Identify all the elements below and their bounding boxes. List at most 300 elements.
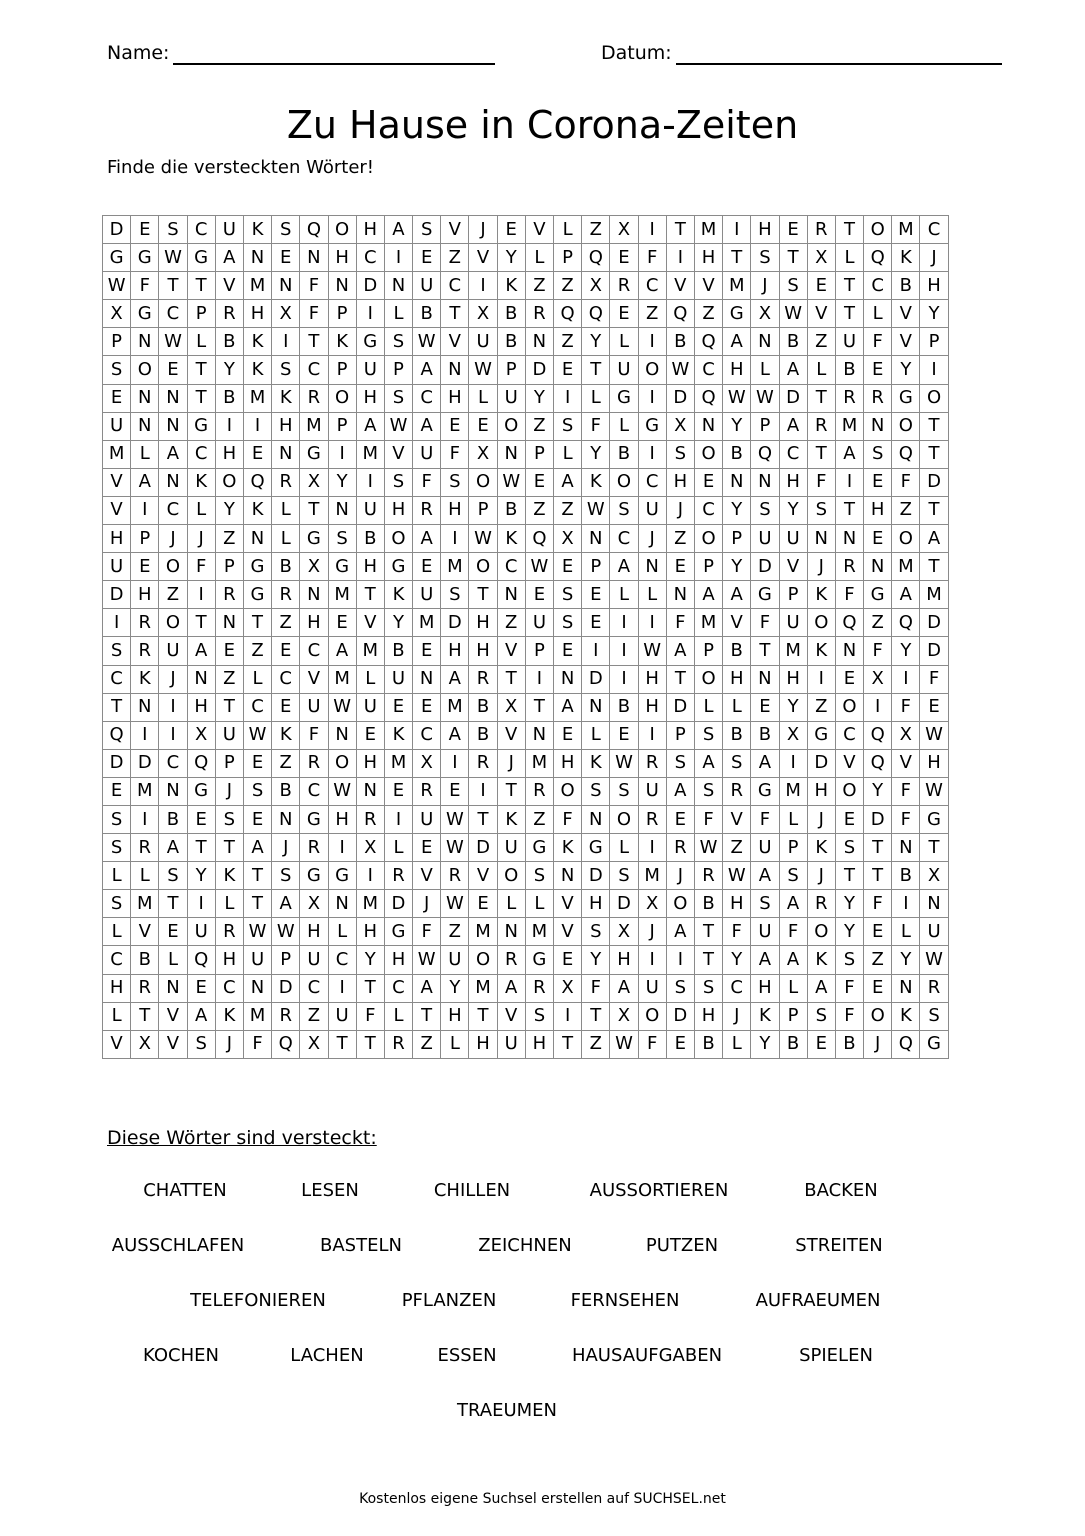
grid-cell: L — [384, 1002, 412, 1030]
grid-cell: R — [920, 974, 948, 1002]
grid-cell: I — [554, 384, 582, 412]
grid-cell: R — [131, 609, 159, 637]
grid-cell: N — [131, 384, 159, 412]
grid-cell: E — [131, 216, 159, 244]
word-list-item: BACKEN — [804, 1180, 878, 1201]
grid-cell: V — [159, 1002, 187, 1030]
grid-cell: R — [272, 581, 300, 609]
grid-cell: F — [413, 468, 441, 496]
grid-cell: H — [807, 777, 835, 805]
grid-cell: I — [103, 609, 131, 637]
grid-cell: Z — [413, 1030, 441, 1058]
grid-cell: N — [272, 272, 300, 300]
grid-cell: S — [610, 496, 638, 524]
grid-cell: E — [328, 609, 356, 637]
grid-cell: Z — [554, 272, 582, 300]
grid-cell: P — [723, 525, 751, 553]
grid-cell: B — [892, 862, 920, 890]
grid-cell: V — [384, 440, 412, 468]
grid-cell: Z — [723, 834, 751, 862]
grid-cell: R — [272, 1002, 300, 1030]
grid-cell: E — [554, 637, 582, 665]
grid-cell: I — [328, 440, 356, 468]
grid-cell: P — [131, 525, 159, 553]
grid-cell: N — [892, 834, 920, 862]
grid-row — [103, 665, 949, 693]
grid-cell: H — [920, 749, 948, 777]
grid-cell: K — [892, 1002, 920, 1030]
grid-cell: G — [131, 244, 159, 272]
grid-cell: U — [159, 637, 187, 665]
subtitle: Finde die versteckten Wörter! — [107, 157, 375, 178]
grid-row — [103, 609, 949, 637]
grid-cell: M — [694, 216, 722, 244]
grid-cell: X — [554, 525, 582, 553]
grid-cell: S — [666, 749, 694, 777]
grid-cell: E — [469, 890, 497, 918]
grid-cell: B — [215, 328, 243, 356]
grid-cell: I — [638, 328, 666, 356]
grid-cell: M — [469, 918, 497, 946]
grid-cell: F — [413, 918, 441, 946]
grid-cell: M — [356, 637, 384, 665]
grid-cell: A — [159, 440, 187, 468]
grid-cell: H — [920, 272, 948, 300]
grid-cell: C — [694, 496, 722, 524]
grid-cell: S — [807, 1002, 835, 1030]
grid-cell: C — [694, 356, 722, 384]
grid-cell: M — [328, 581, 356, 609]
grid-cell: Z — [272, 609, 300, 637]
grid-cell: P — [328, 356, 356, 384]
grid-row — [103, 496, 949, 524]
grid-cell: S — [103, 637, 131, 665]
grid-cell: O — [864, 1002, 892, 1030]
grid-cell: X — [469, 440, 497, 468]
grid-cell: S — [103, 805, 131, 833]
grid-cell: I — [666, 244, 694, 272]
grid-cell: Z — [582, 1030, 610, 1058]
grid-cell: E — [215, 637, 243, 665]
grid-cell: M — [328, 665, 356, 693]
grid-cell: W — [779, 300, 807, 328]
grid-cell: K — [131, 665, 159, 693]
grid-cell: J — [215, 777, 243, 805]
grid-cell: A — [751, 749, 779, 777]
grid-cell: U — [300, 946, 328, 974]
grid-cell: H — [723, 890, 751, 918]
grid-cell: I — [328, 834, 356, 862]
grid-cell: Q — [272, 1030, 300, 1058]
grid-cell: M — [920, 581, 948, 609]
grid-cell: V — [131, 918, 159, 946]
grid-cell: K — [187, 468, 215, 496]
grid-cell: N — [751, 468, 779, 496]
grid-cell: W — [328, 777, 356, 805]
grid-cell: D — [384, 890, 412, 918]
grid-cell: W — [751, 384, 779, 412]
grid-cell: F — [779, 918, 807, 946]
grid-cell: V — [215, 272, 243, 300]
grid-cell: U — [215, 216, 243, 244]
grid-cell: F — [187, 553, 215, 581]
grid-cell: S — [864, 440, 892, 468]
grid-cell: Z — [272, 749, 300, 777]
grid-cell: B — [779, 328, 807, 356]
grid-cell: E — [384, 777, 412, 805]
grid-cell: U — [638, 777, 666, 805]
grid-cell: B — [694, 1030, 722, 1058]
grid-cell: A — [441, 721, 469, 749]
grid-cell: E — [582, 581, 610, 609]
grid-cell: H — [779, 665, 807, 693]
grid-cell: S — [384, 384, 412, 412]
grid-cell: N — [356, 777, 384, 805]
grid-cell: L — [582, 721, 610, 749]
grid-cell: K — [554, 834, 582, 862]
grid-cell: M — [779, 637, 807, 665]
word-list-item: TELEFONIEREN — [190, 1290, 326, 1311]
grid-cell: V — [723, 805, 751, 833]
grid-cell: A — [413, 525, 441, 553]
grid-cell: X — [892, 721, 920, 749]
grid-cell: F — [892, 468, 920, 496]
grid-cell: A — [413, 974, 441, 1002]
grid-cell: C — [300, 777, 328, 805]
grid-cell: B — [779, 1030, 807, 1058]
grid-cell: L — [243, 665, 271, 693]
grid-cell: Z — [243, 637, 271, 665]
name-field[interactable] — [107, 42, 495, 65]
grid-cell: F — [638, 1030, 666, 1058]
page-title: Zu Hause in Corona-Zeiten — [286, 103, 799, 147]
grid-cell: X — [300, 553, 328, 581]
grid-cell: O — [694, 525, 722, 553]
grid-cell: P — [215, 749, 243, 777]
grid-cell: N — [497, 581, 525, 609]
grid-cell: Q — [892, 440, 920, 468]
grid-cell: Y — [328, 468, 356, 496]
grid-cell: R — [300, 749, 328, 777]
grid-cell: C — [638, 468, 666, 496]
word-list-item: SPIELEN — [799, 1345, 873, 1366]
grid-cell: G — [920, 1030, 948, 1058]
grid-cell: T — [300, 496, 328, 524]
grid-cell: T — [779, 244, 807, 272]
grid-cell: B — [497, 496, 525, 524]
grid-cell: N — [272, 805, 300, 833]
grid-cell: Y — [582, 440, 610, 468]
grid-cell: M — [892, 553, 920, 581]
grid-cell: S — [187, 1030, 215, 1058]
grid-cell: R — [131, 834, 159, 862]
grid-cell: S — [835, 946, 863, 974]
grid-cell: Q — [666, 300, 694, 328]
grid-cell: D — [666, 384, 694, 412]
grid-cell: I — [610, 609, 638, 637]
grid-cell: L — [187, 328, 215, 356]
grid-cell: G — [187, 244, 215, 272]
grid-cell: C — [835, 721, 863, 749]
grid-cell: S — [103, 890, 131, 918]
grid-cell: J — [807, 553, 835, 581]
grid-cell: Y — [751, 1030, 779, 1058]
grid-cell: N — [920, 890, 948, 918]
grid-cell: O — [497, 862, 525, 890]
grid-cell: I — [525, 665, 553, 693]
grid-cell: I — [582, 637, 610, 665]
grid-cell: E — [835, 665, 863, 693]
grid-cell: X — [300, 468, 328, 496]
grid-cell: B — [835, 1030, 863, 1058]
grid-cell: H — [187, 693, 215, 721]
grid-cell: U — [751, 834, 779, 862]
grid-cell: N — [215, 609, 243, 637]
grid-cell: I — [131, 805, 159, 833]
grid-cell: C — [159, 496, 187, 524]
grid-cell: K — [807, 581, 835, 609]
grid-cell: B — [723, 637, 751, 665]
grid-cell: T — [835, 300, 863, 328]
grid-cell: S — [384, 328, 412, 356]
grid-cell: I — [807, 665, 835, 693]
grid-cell: O — [835, 693, 863, 721]
grid-cell: V — [441, 216, 469, 244]
grid-cell: L — [384, 300, 412, 328]
grid-cell: B — [610, 693, 638, 721]
grid-cell: P — [666, 721, 694, 749]
grid-cell: P — [525, 637, 553, 665]
grid-cell: H — [441, 384, 469, 412]
grid-cell: U — [103, 412, 131, 440]
grid-cell: C — [300, 637, 328, 665]
grid-cell: B — [384, 637, 412, 665]
grid-cell: S — [694, 974, 722, 1002]
grid-cell: X — [751, 300, 779, 328]
date-field[interactable] — [601, 42, 1002, 65]
grid-cell: Y — [779, 693, 807, 721]
grid-cell: R — [497, 946, 525, 974]
grid-cell: D — [582, 862, 610, 890]
grid-cell: R — [441, 862, 469, 890]
grid-cell: T — [187, 272, 215, 300]
grid-cell: D — [807, 749, 835, 777]
grid-cell: J — [159, 665, 187, 693]
grid-cell: Y — [723, 496, 751, 524]
grid-cell: Q — [864, 721, 892, 749]
grid-cell: R — [469, 749, 497, 777]
grid-cell: Q — [582, 300, 610, 328]
grid-cell: W — [384, 412, 412, 440]
grid-cell: S — [694, 777, 722, 805]
grid-cell: N — [131, 693, 159, 721]
grid-cell: O — [384, 525, 412, 553]
grid-cell: L — [835, 244, 863, 272]
grid-cell: B — [610, 440, 638, 468]
grid-cell: N — [582, 805, 610, 833]
grid-cell: H — [300, 609, 328, 637]
grid-cell: S — [103, 834, 131, 862]
grid-cell: D — [103, 581, 131, 609]
grid-cell: R — [723, 777, 751, 805]
grid-cell: B — [835, 356, 863, 384]
grid-cell: Q — [864, 749, 892, 777]
grid-row — [103, 525, 949, 553]
grid-cell: F — [864, 890, 892, 918]
grid-cell: A — [187, 1002, 215, 1030]
grid-cell: X — [807, 244, 835, 272]
grid-cell: W — [525, 553, 553, 581]
grid-cell: Q — [892, 609, 920, 637]
grid-cell: L — [554, 216, 582, 244]
grid-cell: H — [441, 1002, 469, 1030]
grid-cell: K — [582, 749, 610, 777]
grid-cell: K — [272, 384, 300, 412]
grid-cell: S — [441, 468, 469, 496]
grid-cell: N — [384, 272, 412, 300]
word-list-item: AUSSORTIEREN — [589, 1180, 729, 1201]
grid-cell: O — [159, 553, 187, 581]
name-line[interactable] — [173, 43, 495, 65]
grid-cell: A — [835, 440, 863, 468]
grid-cell: T — [356, 974, 384, 1002]
grid-cell: A — [666, 777, 694, 805]
grid-cell: S — [779, 272, 807, 300]
grid-cell: G — [864, 581, 892, 609]
grid-cell: V — [300, 665, 328, 693]
grid-cell: R — [666, 834, 694, 862]
grid-cell: N — [497, 918, 525, 946]
grid-cell: U — [497, 1030, 525, 1058]
grid-cell: E — [610, 721, 638, 749]
grid-row — [103, 890, 949, 918]
grid-cell: G — [300, 440, 328, 468]
grid-row — [103, 974, 949, 1002]
grid-cell: N — [864, 412, 892, 440]
grid-cell: Y — [892, 356, 920, 384]
word-search-grid — [102, 215, 949, 1059]
grid-cell: F — [131, 272, 159, 300]
grid-cell: V — [103, 496, 131, 524]
grid-cell: L — [610, 581, 638, 609]
grid-cell: H — [103, 974, 131, 1002]
grid-cell: N — [131, 328, 159, 356]
grid-cell: Q — [582, 244, 610, 272]
grid-cell: Y — [892, 637, 920, 665]
grid-cell: F — [835, 581, 863, 609]
grid-cell: H — [356, 749, 384, 777]
grid-cell: L — [807, 356, 835, 384]
grid-cell: Y — [892, 946, 920, 974]
grid-cell: I — [666, 946, 694, 974]
grid-cell: C — [413, 721, 441, 749]
grid-cell: X — [131, 1030, 159, 1058]
grid-cell: E — [103, 777, 131, 805]
grid-cell: D — [920, 637, 948, 665]
grid-cell: R — [356, 805, 384, 833]
grid-cell: I — [892, 890, 920, 918]
grid-cell: G — [920, 805, 948, 833]
grid-cell: W — [920, 721, 948, 749]
grid-cell: R — [300, 384, 328, 412]
grid-cell: I — [328, 974, 356, 1002]
grid-cell: Z — [159, 581, 187, 609]
grid-cell: E — [864, 468, 892, 496]
grid-cell: C — [441, 272, 469, 300]
grid-cell: Z — [300, 1002, 328, 1030]
grid-cell: A — [328, 637, 356, 665]
grid-cell: N — [272, 440, 300, 468]
grid-cell: S — [582, 918, 610, 946]
word-list-title: Diese Wörter sind versteckt: — [107, 1127, 377, 1149]
grid-cell: N — [638, 553, 666, 581]
grid-cell: P — [779, 834, 807, 862]
grid-cell: B — [497, 300, 525, 328]
grid-cell: H — [554, 749, 582, 777]
grid-cell: S — [243, 777, 271, 805]
grid-cell: L — [103, 862, 131, 890]
word-list-item: TRAEUMEN — [456, 1400, 558, 1421]
grid-cell: E — [525, 468, 553, 496]
grid-row — [103, 946, 949, 974]
grid-cell: Q — [694, 328, 722, 356]
grid-cell: R — [694, 862, 722, 890]
grid-cell: N — [187, 665, 215, 693]
grid-cell: N — [554, 862, 582, 890]
grid-cell: J — [666, 862, 694, 890]
grid-cell: I — [356, 862, 384, 890]
grid-cell: D — [525, 356, 553, 384]
grid-cell: S — [751, 890, 779, 918]
grid-cell: J — [638, 525, 666, 553]
grid-cell: R — [384, 862, 412, 890]
grid-cell: R — [215, 300, 243, 328]
grid-cell: H — [779, 468, 807, 496]
grid-cell: K — [892, 244, 920, 272]
grid-cell: G — [384, 553, 412, 581]
grid-cell: F — [892, 777, 920, 805]
grid-cell: D — [920, 609, 948, 637]
word-list-item: AUSSCHLAFEN — [111, 1235, 245, 1256]
grid-cell: T — [469, 1002, 497, 1030]
grid-cell: U — [356, 356, 384, 384]
grid-cell: N — [159, 777, 187, 805]
grid-cell: Y — [384, 609, 412, 637]
grid-cell: H — [441, 637, 469, 665]
date-line[interactable] — [676, 43, 1002, 65]
grid-cell: D — [103, 749, 131, 777]
grid-cell: W — [159, 244, 187, 272]
grid-cell: L — [187, 496, 215, 524]
grid-cell: I — [554, 1002, 582, 1030]
grid-cell: H — [864, 496, 892, 524]
grid-cell: A — [694, 581, 722, 609]
grid-cell: E — [554, 553, 582, 581]
grid-cell: A — [779, 412, 807, 440]
grid-cell: K — [751, 1002, 779, 1030]
grid-cell: S — [159, 862, 187, 890]
grid-cell: H — [215, 440, 243, 468]
grid-cell: A — [441, 665, 469, 693]
grid-cell: F — [694, 805, 722, 833]
grid-cell: C — [610, 525, 638, 553]
grid-cell: W — [723, 384, 751, 412]
grid-row — [103, 328, 949, 356]
grid-cell: I — [187, 890, 215, 918]
grid-cell: M — [638, 862, 666, 890]
grid-cell: V — [469, 244, 497, 272]
grid-cell: E — [554, 356, 582, 384]
